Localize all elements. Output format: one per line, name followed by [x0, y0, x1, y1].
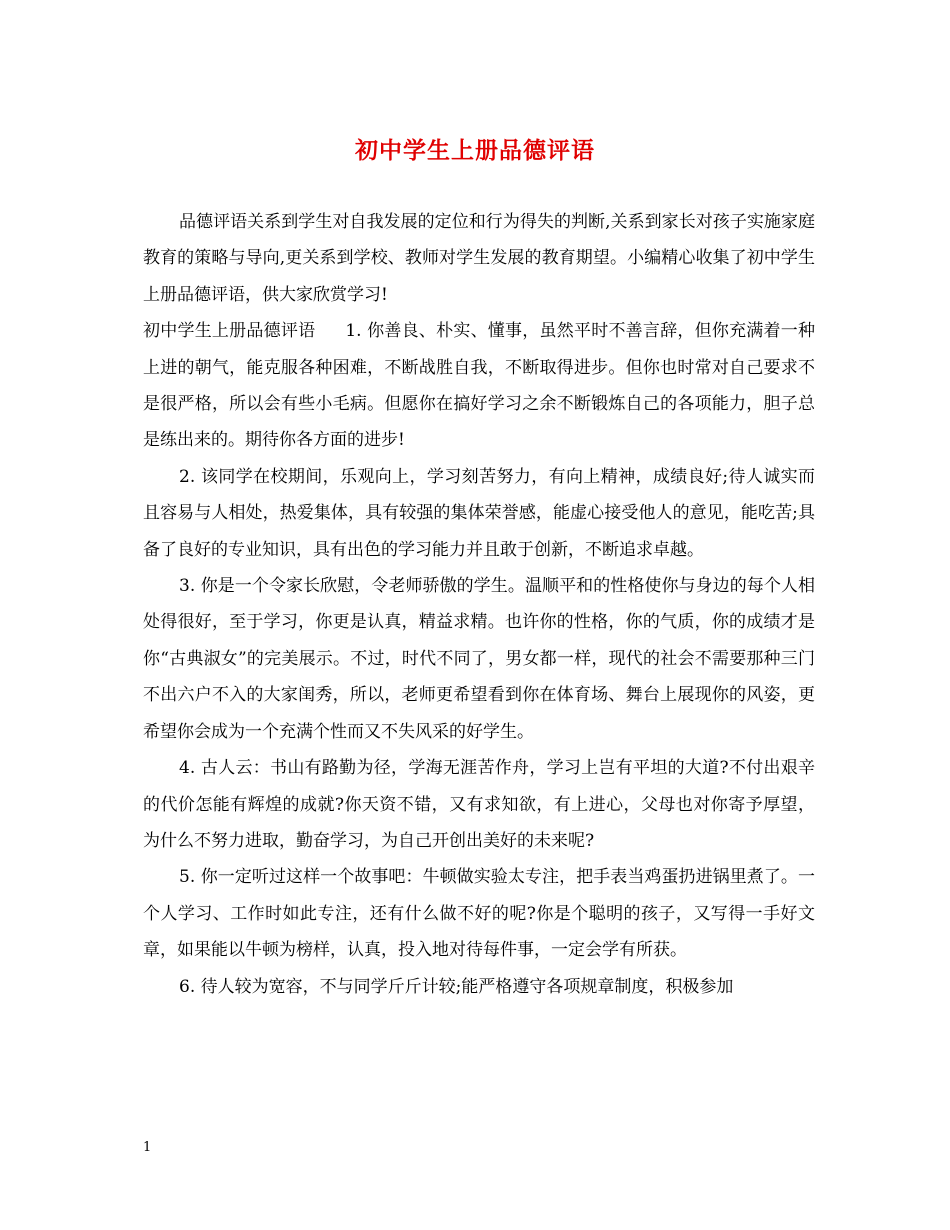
document-title: 初中学生上册品德评语 [355, 137, 595, 164]
item-paragraph-5: 5. 你一定听过这样一个故事吧：牛顿做实验太专注，把手表当鸡蛋扔进锅里煮了。一个人学习、工作时如此专注，还有什么做不好的呢?你是个聪明的孩子，又写得一手好文章，如果能以牛顿为榜样，认真，投入地对待每件事，一定会学有所获。 [143, 867, 815, 961]
item-paragraph-4: 4. 古人云：书山有路勤为径，学海无涯苦作舟，学习上岂有平坦的大道?不付出艰辛的代价怎能有辉煌的成就?你天资不错，又有求知欲，有上进心，父母也对你寄予厚望，为什么不努力进取，勤奋学习，为自己开创出美好的未来呢? [143, 758, 815, 851]
item-paragraph-3: 3. 你是一个令家长欣慰，令老师骄傲的学生。温顺平和的性格使你与身边的每个人相处得很好，至于学习，你更是认真，精益求精。也许你的性格，你的气质，你的成绩才是你“古典淑女”的完美展示。不过，时代不同了，男女都一样，现代的社会不需要那种三门不出六户不入的大家闺秀，所以，老师更希望看到你在体育场、舞台上展现你的风姿，更希望你会成为一个充满个性而又不失风采的好学生。 [143, 576, 815, 742]
item-paragraph-6: 6. 待人较为宽容，不与同学斤斤计较;能严格遵守各项规章制度，积极参加 [179, 976, 734, 997]
item-text-1: 1. 你善良、朴实、懂事，虽然平时不善言辞，但你充满着一种上进的朝气，能克服各种困难，不断战胜自我，不断取得进步。但你也时常对自己要求不是很严格，所以会有些小毛病。但愿你在搞好学习之余不断锻炼自己的各项能力，胆子总是练出来的。期待你各方面的进步! [143, 321, 815, 451]
item-paragraph-2: 2. 该同学在校期间，乐观向上，学习刻苦努力，有向上精神，成绩良好;待人诚实而且容易与人相处，热爱集体，具有较强的集体荣誉感，能虚心接受他人的意见，能吃苦;具备了良好的专业知识，具有出色的学习能力并且敢于创新，不断追求卓越。 [143, 466, 815, 560]
page-number: 1 [143, 1140, 152, 1155]
section-heading: 初中学生上册品德评语 [143, 321, 316, 342]
document-body [143, 204, 815, 1005]
intro-paragraph: 品德评语关系到学生对自我发展的定位和行为得失的判断,关系到家长对孩子实施家庭教育的策略与导向,更关系到学校、教师对学生发展的教育期望。小编精心收集了初中学生上册品德评语，供大家欣赏学习! [143, 212, 815, 305]
item-paragraph-1 [143, 313, 815, 459]
